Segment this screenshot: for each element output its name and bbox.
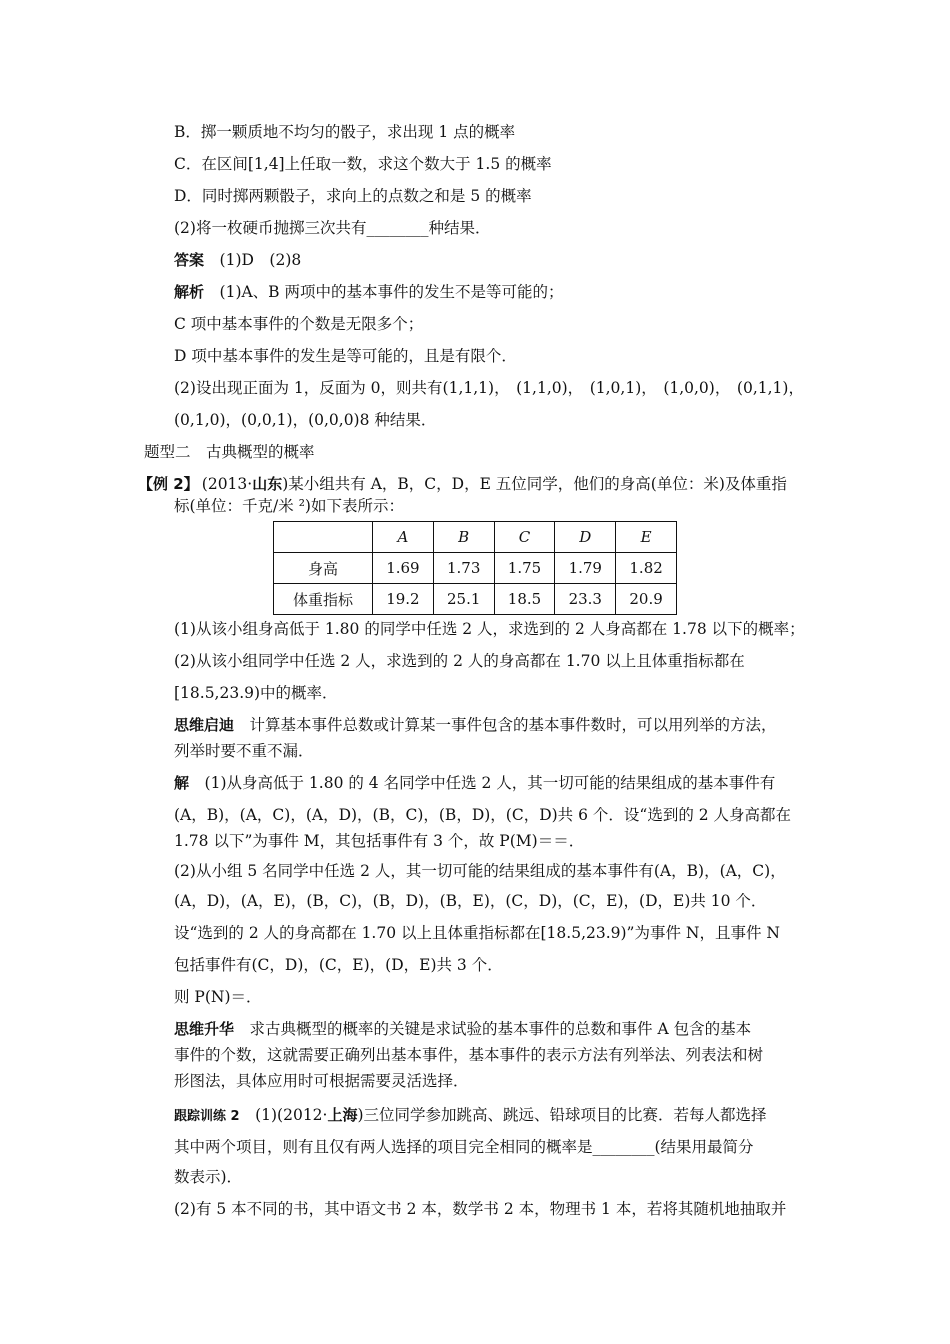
training-source-place: 上海 xyxy=(327,1106,358,1124)
answer-label: 答案 xyxy=(174,251,205,269)
table-row: 体重指标 19.2 25.1 18.5 23.3 20.9 xyxy=(274,584,677,615)
example-line-1: 【例 2】 (2013·山东)某小组共有 A，B，C，D，E 五位同学，他们的身高(单位：米)及体重指 xyxy=(138,475,787,493)
solution-line-8: 则 P(N)＝． xyxy=(174,988,262,1006)
question-1: (1)从该小组身高低于 1.80 的同学中任选 2 人，求选到的 2 人身高都在 1.78 以下的概率； xyxy=(174,620,805,638)
solution-line-5: (A，D)，(A，E)，(B，C)，(B，D)，(B，E)，(C，D)，(C，E)，(D，E)共 10 个． xyxy=(174,892,767,910)
answer-text: (1)D (2)8 xyxy=(219,251,302,269)
thinking-line-2: 列举时要不重不漏． xyxy=(174,742,314,760)
analysis-line-5: (0,1,0)，(0,0,1)，(0,0,0)8 种结果． xyxy=(174,411,437,429)
training-label: 跟踪训练 2 xyxy=(174,1109,240,1124)
example-line-2: 标(单位：千克/米 ²)如下表所示： xyxy=(174,497,404,515)
solution-label: 解 xyxy=(174,774,190,792)
sublimation-label: 思维升华 xyxy=(174,1020,235,1038)
solution-line-3: 1.78 以下”为事件 M，其包括事件有 3 个，故 P(M)＝＝． xyxy=(174,832,585,850)
sublimation-line-3: 形图法，具体应用时可根据需要灵活选择． xyxy=(174,1072,469,1090)
solution-line-2: (A，B)，(A，C)，(A，D)，(B，C)，(B，D)，(C，D)共 6 个．设“选到的 2 人身高都在 xyxy=(174,806,792,824)
option-b: B．掷一颗质地不均匀的骰子，求出现 1 点的概率 xyxy=(174,123,516,141)
solution-line-1: 解 (1)从身高低于 1.80 的 4 名同学中任选 2 人，其一切可能的结果组成的基本事件有 xyxy=(174,774,776,792)
example-source-place: 山东 xyxy=(252,475,283,493)
question-2-line-2: [18.5,23.9)中的概率． xyxy=(174,684,338,702)
answer-line xyxy=(174,249,301,271)
example-label: 【例 2】 xyxy=(138,475,199,493)
sublimation-line-1: 思维升华 求古典概型的概率的关键是求试验的基本事件的总数和事件 A 包含的基本 xyxy=(174,1020,752,1038)
solution-line-6: 设“选到的 2 人的身高都在 1.70 以上且体重指标都在[18.5,23.9)”为事件 N，且事件 N xyxy=(174,924,780,942)
solution-line-7: 包括事件有(C，D)，(C，E)，(D，E)共 3 个． xyxy=(174,956,503,974)
question-2-coin: (2)将一枚硬币抛掷三次共有________种结果． xyxy=(174,219,491,237)
section-title: 题型二 古典概型的概率 xyxy=(144,443,315,461)
analysis-line-4: (2)设出现正面为 1，反面为 0，则共有(1,1,1)， (1,1,0)， (1,0,1)， (1,0,0)， (0,1,1)， xyxy=(174,379,804,397)
solution-line-4: (2)从小组 5 名同学中任选 2 人，其一切可能的结果组成的基本事件有(A，B)，(A，C)， xyxy=(174,862,786,880)
training-line-1: 跟踪训练 2 (1)(2012·上海)三位同学参加跳高、跳远、铅球项目的比赛．若每人都选择 xyxy=(174,1106,767,1124)
thinking-line-1: 思维启迪 计算基本事件总数或计算某一事件包含的基本事件数时，可以用列举的方法， xyxy=(174,716,777,734)
table-row: 身高 1.69 1.73 1.75 1.79 1.82 xyxy=(274,553,677,584)
analysis-label: 解析 xyxy=(174,283,205,301)
height-weight-table xyxy=(273,521,677,615)
training-line-4: (2)有 5 本不同的书，其中语文书 2 本，数学书 2 本，物理书 1 本，若将其随机地抽取并 xyxy=(174,1200,787,1218)
table-header-row: A B C D E xyxy=(274,522,677,553)
option-c: C．在区间[1,4]上任取一数，求这个数大于 1.5 的概率 xyxy=(174,155,552,173)
training-line-2: 其中两个项目，则有且仅有两人选择的项目完全相同的概率是________(结果用最简分 xyxy=(174,1138,754,1156)
option-d: D．同时掷两颗骰子，求向上的点数之和是 5 的概率 xyxy=(174,187,532,205)
sublimation-line-2: 事件的个数，这就需要正确列出基本事件，基本事件的表示方法有列举法、列表法和树 xyxy=(174,1046,764,1064)
thinking-label: 思维启迪 xyxy=(174,716,235,734)
analysis-line-2: C 项中基本事件的个数是无限多个； xyxy=(174,315,424,333)
analysis-line-1: 解析 (1)A、B 两项中的基本事件的发生不是等可能的； xyxy=(174,283,564,301)
training-line-3: 数表示)． xyxy=(174,1168,243,1186)
question-2-line-1: (2)从该小组同学中任选 2 人，求选到的 2 人的身高都在 1.70 以上且体重指标都在 xyxy=(174,652,745,670)
analysis-line-3: D 项中基本事件的发生是等可能的，且是有限个． xyxy=(174,347,517,365)
